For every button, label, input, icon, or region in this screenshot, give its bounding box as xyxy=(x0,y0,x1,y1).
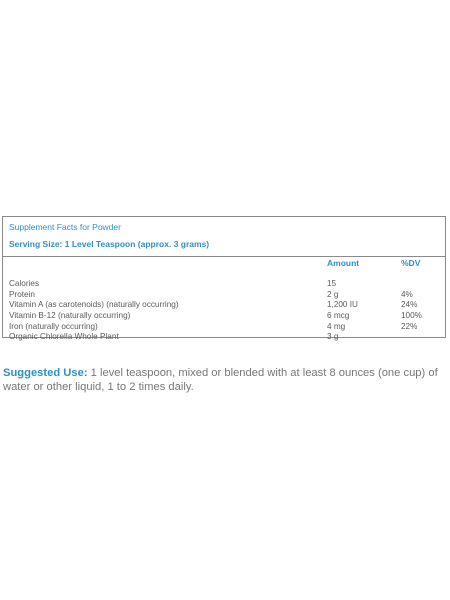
facts-row-protein xyxy=(9,290,445,301)
nutrient-dv: 100% xyxy=(401,311,422,321)
nutrient-dv: 24% xyxy=(401,300,418,310)
facts-row-vitamin-b12 xyxy=(9,311,445,322)
nutrient-amount: 1,200 IU xyxy=(327,300,358,310)
facts-row-vitamin-a xyxy=(9,300,445,311)
nutrient-amount: 6 mcg xyxy=(327,311,350,321)
nutrient-name: Vitamin A (as carotenoids) (naturally occurring) xyxy=(9,300,179,310)
nutrient-amount: 3 g xyxy=(327,332,339,342)
nutrient-amount: 2 g xyxy=(327,289,339,299)
nutrient-dv: 22% xyxy=(401,321,418,331)
suggested-use-text: 1 level teaspoon, mixed or blended with at least 8 ounces (one cup) of water or other liquid, 1 to 2 times daily. xyxy=(3,367,438,394)
facts-header xyxy=(3,217,445,257)
facts-row-chlorella xyxy=(9,332,445,343)
nutrient-dv: 4% xyxy=(401,289,413,299)
facts-body xyxy=(3,257,445,343)
nutrient-amount: 4 mg xyxy=(327,321,346,331)
suggested-use-label: Suggested Use: xyxy=(3,367,88,380)
column-headers xyxy=(9,257,445,271)
facts-row-iron xyxy=(9,322,445,333)
facts-title: Supplement Facts for Powder xyxy=(9,222,121,232)
nutrient-name: Organic Chlorella Whole Plant xyxy=(9,332,119,342)
suggested-use xyxy=(3,366,443,394)
nutrient-name: Protein xyxy=(9,289,35,299)
nutrient-name: Iron (naturally occurring) xyxy=(9,321,98,331)
nutrient-name: Calories xyxy=(9,279,40,288)
amount-header: Amount xyxy=(327,258,360,268)
nutrient-amount: 15 xyxy=(327,279,337,288)
serving-size: Serving Size: 1 Level Teaspoon (approx. 3 grams) xyxy=(9,239,210,249)
nutrient-name: Vitamin B-12 (naturally occurring) xyxy=(9,311,131,321)
dv-header: %DV xyxy=(401,258,421,268)
supplement-facts-panel xyxy=(2,216,446,342)
facts-row-calories xyxy=(9,279,445,290)
facts-rows xyxy=(9,279,445,343)
